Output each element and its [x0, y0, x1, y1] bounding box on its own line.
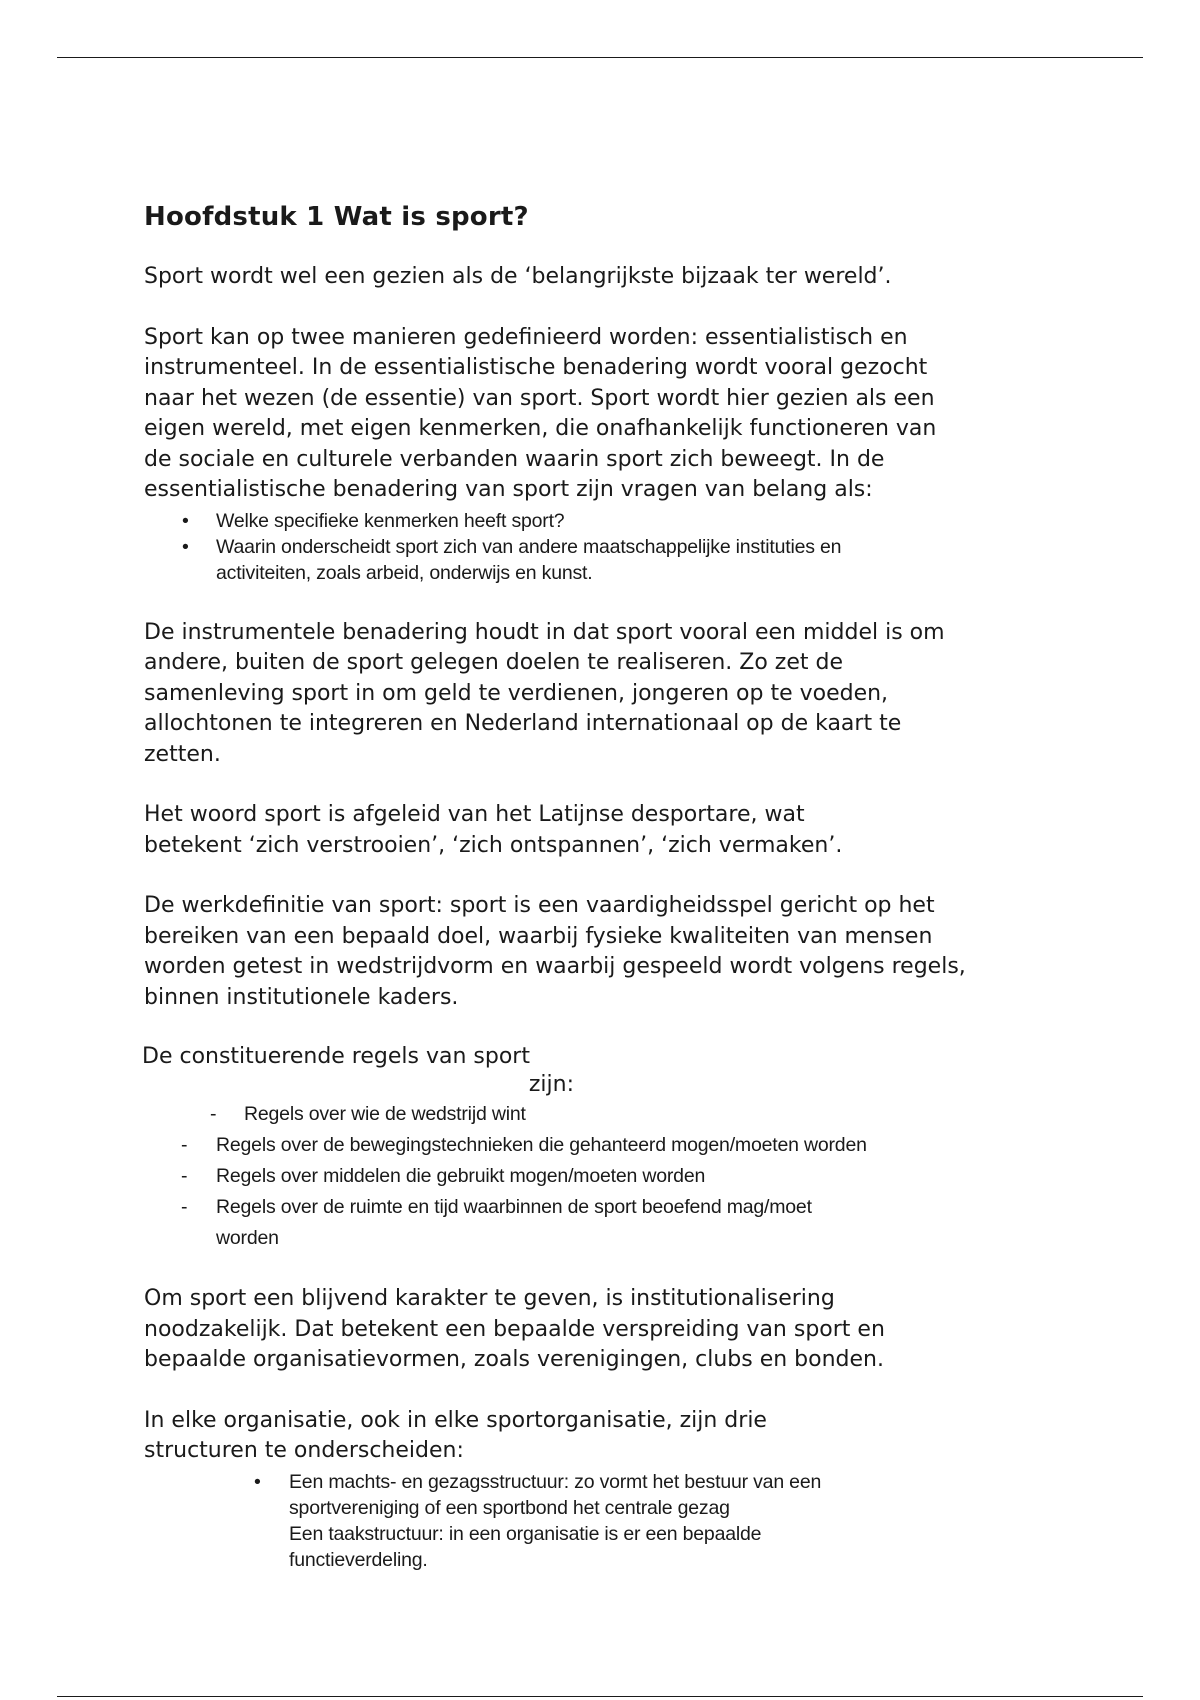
list-item: [144, 1161, 1074, 1192]
footer-rule: [57, 1696, 1143, 1697]
dash-marker: -: [181, 1196, 188, 1218]
text-line: samenleving sport in om geld te verdienen, jongeren op te voeden,: [144, 680, 889, 706]
header-rule: [57, 57, 1143, 58]
constituerend-rules-list: [144, 1099, 1074, 1254]
structuren-list: [144, 1469, 1074, 1495]
intro-paragraph: Sport wordt wel een gezien als de ‘belangrijkste bijzaak ter wereld’.: [144, 264, 892, 289]
list-item: [144, 1192, 1074, 1223]
text-line: De werkdefinitie van sport: sport is een vaardigheidsspel gericht op het: [144, 893, 935, 918]
list-item: • Een machts- en gezagsstructuur: zo vormt het bestuur van een: [144, 1469, 1074, 1495]
text-line: worden getest in wedstrijdvorm en waarbij gespeeld wordt volgens regels,: [144, 954, 966, 979]
etymologie-paragraph: [144, 800, 1074, 861]
text-line: eigen wereld, met eigen kenmerken, die onafhankelijk functioneren van: [144, 416, 937, 441]
text-line: Sport kan op twee manieren gedefinieerd worden: essentialistisch en: [144, 324, 908, 350]
dash-marker: -: [181, 1134, 188, 1156]
text-line: Het woord sport is afgeleid van het Latijnse desportare, wat: [144, 802, 805, 827]
list-item: • Waarin onderscheidt sport zich van andere maatschappelijke instituties en: [144, 534, 1074, 560]
text-line: In elke organisatie, ook in elke sportorganisatie, zijn drie: [144, 1407, 767, 1433]
text-line: essentialistische benadering van sport zijn vragen van belang als:: [144, 477, 873, 502]
list-item-text: Regels over de ruimte en tijd waarbinnen de sport beoefend mag/moet: [216, 1196, 812, 1218]
essentialistisch-questions-list: [144, 508, 1074, 560]
text-line: noodzakelijk. Dat betekent een bepaalde verspreiding van sport en: [144, 1316, 885, 1342]
list-item-continuation: [144, 560, 1074, 586]
instrumenteel-paragraph: [144, 618, 1074, 771]
text-line: bereiken van een bepaald doel, waarbij fysieke kwaliteiten van mensen: [144, 923, 933, 949]
text-line: structuren te onderscheiden:: [144, 1438, 464, 1463]
text-line: De instrumentele benadering houdt in dat sport vooral een middel is om: [144, 619, 945, 645]
text-line: Om sport een blijvend karakter te geven, is institutionalisering: [144, 1286, 835, 1311]
list-item-continuation-line: Een taakstructuur: in een organisatie is er een bepaalde: [289, 1522, 762, 1545]
list-item-continuation-line: sportvereniging of een sportbond het centrale gezag: [289, 1496, 730, 1519]
text-line: bepaalde organisatievormen, zoals verenigingen, clubs en bonden.: [144, 1347, 884, 1372]
structuren-paragraph: [144, 1406, 1074, 1467]
list-item-text: Regels over wie de wedstrijd wint: [244, 1103, 526, 1125]
structuren-list-continuation: [144, 1495, 1074, 1573]
list-item-continuation: [144, 1223, 1074, 1254]
list-item: [144, 1099, 1074, 1130]
werkdefinitie-paragraph: [144, 891, 1074, 1013]
text-line: binnen institutionele kaders.: [144, 984, 459, 1010]
text-line: betekent ‘zich verstrooien’, ‘zich ontspannen’, ‘zich vermaken’.: [144, 832, 843, 858]
constituerend-heading: [142, 1043, 574, 1099]
text-line: zetten.: [144, 741, 221, 767]
constituerend-heading-line2: zijn:: [528, 1072, 574, 1097]
dash-marker: -: [181, 1165, 188, 1187]
text-line: de sociale en culturele verbanden waarin sport zich beweegt. In de: [144, 446, 885, 472]
document-body: [144, 200, 1074, 1573]
chapter-title: Hoofdstuk 1 Wat is sport?: [144, 202, 529, 232]
text-line: allochtonen te integreren en Nederland internationaal op de kaart te: [144, 711, 902, 736]
list-item: [144, 1130, 1074, 1161]
constituerend-heading-line1: De constituerende regels van sport: [142, 1044, 530, 1069]
list-item-text: Regels over de bewegingstechnieken die gehanteerd mogen/moeten worden: [216, 1134, 867, 1156]
text-line: andere, buiten de sport gelegen doelen te realiseren. Zo zet de: [144, 650, 844, 675]
list-item: • Welke specifieke kenmerken heeft sport?: [144, 508, 1074, 534]
list-item-continuation-line: functieverdeling.: [289, 1548, 428, 1571]
list-item-continuation-line: activiteiten, zoals arbeid, onderwijs en kunst.: [216, 561, 593, 584]
list-item-text: Regels over middelen die gebruikt mogen/moeten worden: [216, 1165, 706, 1187]
essentialistisch-paragraph: [144, 323, 1074, 506]
institutionalisering-paragraph: [144, 1284, 1074, 1376]
dash-marker: -: [210, 1103, 217, 1125]
list-item-text: worden: [216, 1227, 279, 1249]
text-line: instrumenteel. In de essentialistische benadering wordt vooral gezocht: [144, 355, 928, 380]
text-line: naar het wezen (de essentie) van sport. Sport wordt hier gezien als een: [144, 385, 935, 411]
